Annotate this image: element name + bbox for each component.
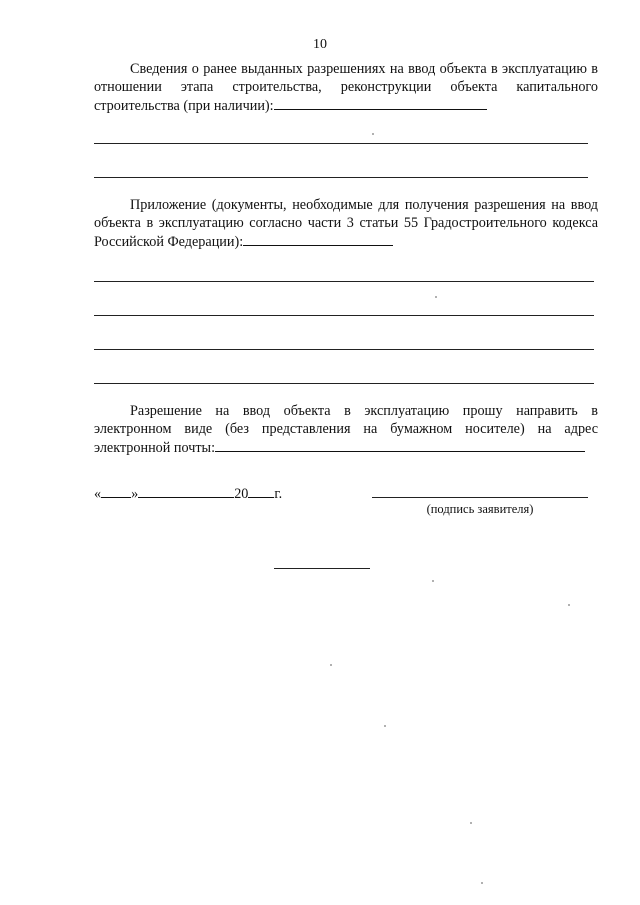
signature-line[interactable] (372, 497, 588, 498)
attachments-fill-line[interactable] (243, 232, 393, 246)
date-close-quote: » (131, 486, 139, 502)
previous-permits-paragraph (94, 60, 598, 115)
signature-caption: (подпись заявителя) (426, 502, 534, 516)
scan-speck (384, 725, 386, 727)
attachments-text: Приложение (документы, необходимые для получения разрешения на ввод объекта в эксплуатацию согласно части 3 статьи 55 Градостроительного кодекса Российской Федерации): (94, 197, 598, 250)
previous-permits-fill-line[interactable] (274, 96, 487, 110)
day-blank[interactable] (101, 484, 131, 498)
scan-speck (568, 604, 570, 606)
page-number: 10 (313, 37, 327, 52)
scan-speck (435, 296, 437, 298)
previous-permits-text: Сведения о ранее выданных разрешениях на ввод объекта в эксплуатацию в отношении этапа строительства, реконструкции объекта капитального строительства (при наличии): (94, 61, 598, 114)
scan-speck (481, 882, 483, 884)
end-separator (274, 568, 370, 569)
attachments-line-1[interactable] (94, 281, 594, 282)
email-text: Разрешение на ввод объекта в эксплуатацию прошу направить в электронном виде (без представления на бумажном носителе) на адрес электронной почты: (94, 403, 598, 456)
email-paragraph (94, 402, 598, 457)
attachments-line-2[interactable] (94, 315, 594, 316)
scan-speck (372, 133, 374, 135)
year-suffix: г. (274, 486, 283, 502)
year-prefix: 20 (234, 486, 249, 502)
scan-speck (432, 580, 434, 582)
previous-permits-line-2[interactable] (94, 177, 588, 178)
email-fill-line[interactable] (215, 438, 585, 452)
scan-speck (330, 664, 332, 666)
scan-speck (470, 822, 472, 824)
previous-permits-line-1[interactable] (94, 143, 588, 144)
month-blank[interactable] (138, 484, 234, 498)
attachments-line-3[interactable] (94, 349, 594, 350)
date-open-quote: « (94, 486, 102, 502)
attachments-line-4[interactable] (94, 383, 594, 384)
year-blank[interactable] (248, 484, 274, 498)
attachments-paragraph (94, 196, 598, 251)
date-row (94, 484, 282, 503)
